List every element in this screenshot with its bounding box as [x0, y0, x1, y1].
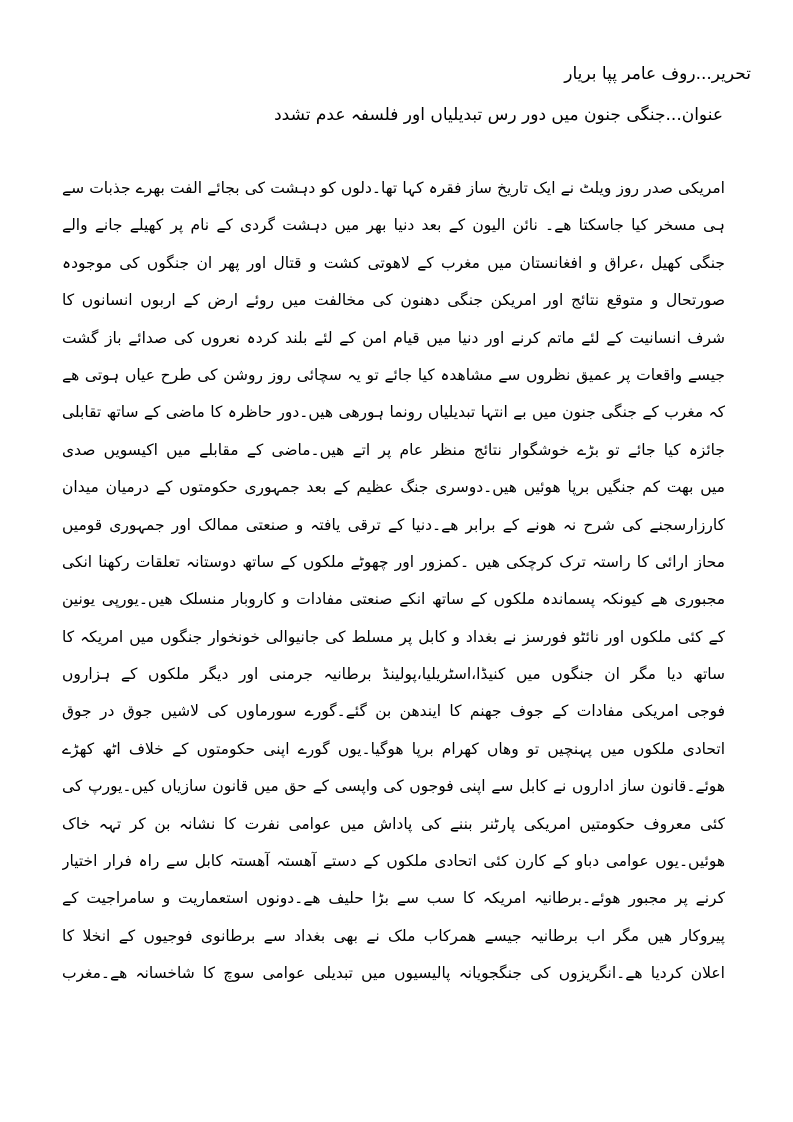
body-line: میں بھت کم جنگیں برپا ھوئیں ھیں۔دوسری جنگ عظیم کے بعد جمہوری حکومتوں کے درمیان میدان: [62, 478, 725, 497]
body-line: کئی معروف حکومتیں امریکی پارٹنر بننے کی پاداش میں عوامی نفرت کا نشانہ بن کر تہہ خاک: [62, 814, 725, 833]
body-line: فوجی امریکی مفادات کے جوف جھنم کا ایندھن بن گئے۔گورے سورماوں کی لاشیں جوق در جوق: [62, 702, 725, 721]
body-line: کارزارسجنے کی شرح نہ ھونے کے برابر ھے۔دنیا کے ترقی یافتہ و صنعتی ممالک اور جمہوری قومیں: [62, 515, 725, 534]
body-line: مجبوری ھے کیونکہ پسماندہ ملکوں کے ساتھ انکے صنعتی مفادات و کاروبار منسلک ھیں۔یورپی یونین: [62, 590, 725, 609]
body-line: شرف انسانیت کے لئے ماتم کرنے اور دنیا میں قیام امن کے لئے بلند کردہ نعروں کی صدائے باز گشت: [62, 328, 725, 347]
body-line: محاز ارائی کا راستہ ترک کرچکی ھیں ۔کمزور اور چھوٹے ملکوں کے ساتھ دوستانہ تعلقات رکھنا انکی: [62, 552, 725, 571]
body-line: اعلان کردیا ھے۔انگریزوں کی جنگجویانہ پالیسیوں میں تبدیلی عوامی سوچ کا شاخسانہ ھے۔مغرب: [62, 964, 725, 983]
body-line: جائزہ کیا جائے تو بڑے خوشگوار نتائج منظر عام پر اتے ھیں۔ماضی کے مقابلے میں اکیسویں صدی: [62, 440, 725, 459]
body-line: ہی مسخر کیا جاسکتا ھے۔ نائن الیون کے بعد دنیا بھر میں دہشت گردی کے نام پر کھیلے جانے والے: [62, 216, 725, 235]
body-line: جیسے واقعات پر عمیق نظروں سے مشاھدہ کیا جائے تو یہ سچائی روز روشن کی طرح عیاں ہوتی ھے: [62, 365, 725, 384]
subject-line: عنوان...جنگی جنون میں دور رس تبدیلیاں اور فلسفہ عدم تشدد: [274, 105, 723, 125]
author-line: تحریر...روف عامر پپا بریار: [564, 64, 751, 84]
body-line: امریکی صدر روز ویلٹ نے ایک تاریخ ساز فقرہ کہا تھا۔دلوں کو دہشت کی بجائے الفت بھرے جذبات سے: [62, 179, 725, 197]
body-line: ساتھ دیا مگر ان جنگوں میں کنیڈا،اسٹریلیا،پولینڈ برطانیہ جرمنی اور دیگر ملکوں کے ہزاروں: [62, 665, 725, 684]
body-line: پیروکار ھیں مگر اب برطانیہ جیسے ھمرکاب ملک نے بھی بغداد سے برطانوی فوجیوں کے انخلا کا: [62, 926, 725, 945]
body-line: ھوئے۔قانون ساز اداروں نے کابل سے اپنی فوجوں کی واپسی کے حق میں قانون سازیاں کیں۔یورپ کی: [62, 777, 725, 796]
body-line: جنگی کھیل ،عراق و افغانستان میں مغرب کے لاھوتی کشت و قتال اور پھر ان جنگوں کی موجودہ: [62, 253, 725, 272]
body-line: اتحادی ملکوں میں پہنچیں تو وھاں کھرام برپا ھوگیا۔یوں گورے اپنی حکومتوں کے خلاف اٹھ کھڑے: [62, 739, 725, 758]
body-line: کہ مغرب کے جنگی جنون میں بے انتہا تبدیلیاں رونما ہورھی ھیں۔دور حاظرہ کا ماضی کے ساتھ تقابلی: [62, 403, 725, 422]
body-line: کرنے پر مجبور ھوئے۔برطانیہ امریکہ کا سب سے بڑا حلیف ھے۔دونوں استعماریت و سامراجیت کے: [62, 889, 725, 908]
body-line: صورتحال و متوقع نتائج اور امریکن جنگی دھنون کی مخالفت میں روئے ارض کے اربوں انسانوں کا: [62, 291, 725, 310]
article-body: [62, 176, 725, 999]
body-line: کے کئی ملکوں اور نائٹو فورسز نے بغداد و کابل پر مسلط کی جانیوالی خونخوار جنگوں میں امریکہ کا: [62, 627, 725, 646]
body-line: ھوئیں۔یوں عوامی دباو کے کارن کئی اتحادی ملکوں کے دستے آھستہ آھستہ کابل سے راہ فرار اختیار: [62, 852, 725, 871]
